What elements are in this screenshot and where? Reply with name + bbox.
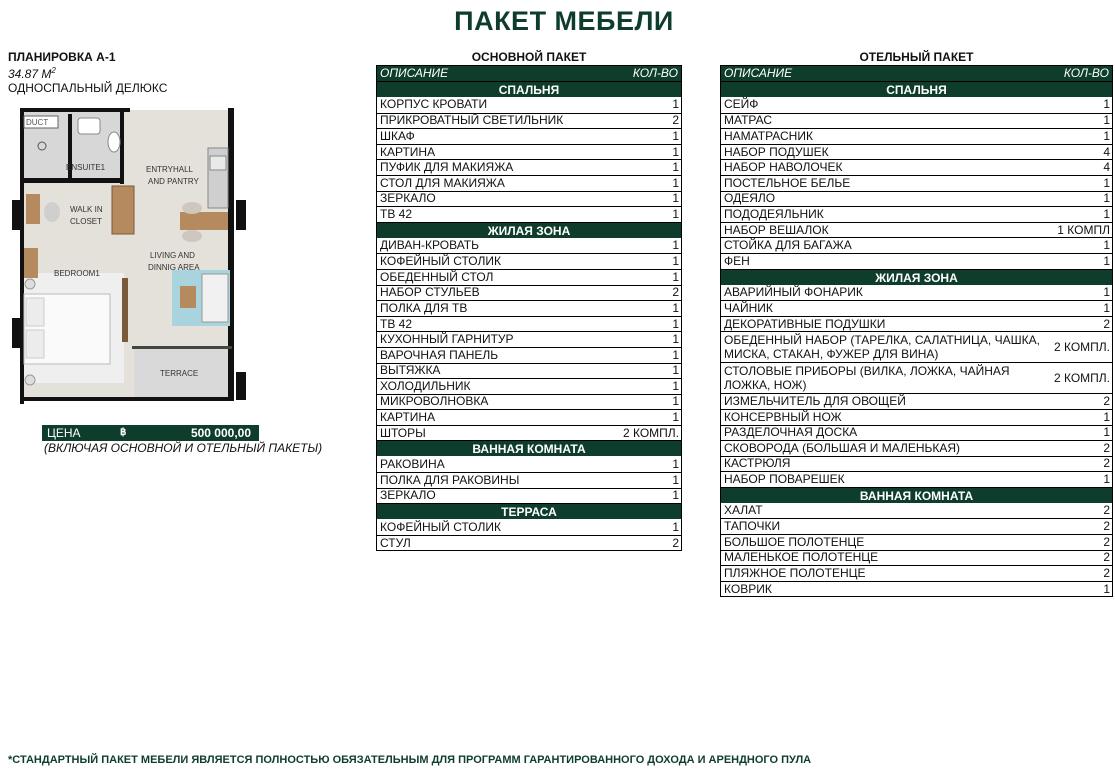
item-quantity: 2 bbox=[672, 535, 679, 550]
table-row bbox=[721, 362, 1112, 393]
table-row bbox=[721, 113, 1112, 129]
item-name: ВАРОЧНАЯ ПАНЕЛЬ bbox=[380, 347, 499, 362]
item-quantity: 1 bbox=[672, 206, 679, 221]
table-row bbox=[721, 534, 1112, 550]
table-row bbox=[377, 316, 681, 332]
item-name: КОНСЕРВНЫЙ НОЖ bbox=[724, 409, 842, 424]
item-quantity: 2 bbox=[1103, 394, 1110, 409]
item-name: ПУФИК ДЛЯ МАКИЯЖА bbox=[380, 160, 514, 175]
item-name: ТВ 42 bbox=[380, 206, 413, 221]
table-row bbox=[377, 363, 681, 379]
section-header: СПАЛЬНЯ bbox=[377, 81, 681, 97]
item-name: КАРТИНА bbox=[380, 410, 436, 425]
room-label-living-2: DINNIG AREA bbox=[148, 263, 200, 272]
item-quantity: 1 bbox=[1103, 113, 1110, 128]
hotel-package bbox=[720, 49, 1113, 597]
item-name: СТОЛОВЫЕ ПРИБОРЫ (ВИЛКА, ЛОЖКА, ЧАЙНАЯ ЛОЖКА, НОЖ) bbox=[724, 364, 1010, 393]
table-row bbox=[377, 409, 681, 425]
table-row bbox=[721, 159, 1112, 175]
room-label-living-1: LIVING AND bbox=[150, 251, 195, 260]
price-label: ЦЕНА bbox=[47, 426, 81, 440]
table-row bbox=[721, 518, 1112, 534]
item-quantity: 1 bbox=[672, 378, 679, 393]
item-name: СКОВОРОДА (БОЛЬШАЯ И МАЛЕНЬКАЯ) bbox=[724, 440, 961, 455]
item-quantity: 2 bbox=[1103, 566, 1110, 581]
item-quantity: 1 bbox=[672, 300, 679, 315]
table-row bbox=[377, 128, 681, 144]
room-label-bedroom: BEDROOM1 bbox=[54, 269, 100, 278]
item-name: ДИВАН-КРОВАТЬ bbox=[380, 238, 479, 253]
item-name: ДЕКОРАТИВНЫЕ ПОДУШКИ bbox=[724, 316, 886, 331]
table-row bbox=[721, 128, 1112, 144]
item-name: ЧАЙНИК bbox=[724, 300, 773, 315]
item-quantity: 1 bbox=[1103, 409, 1110, 424]
table-row bbox=[721, 425, 1112, 441]
item-name: НАБОР НАВОЛОЧЕК bbox=[724, 160, 843, 175]
hotel-table-header bbox=[721, 66, 1112, 81]
item-quantity: 1 bbox=[1103, 581, 1110, 596]
item-quantity: 1 bbox=[1103, 284, 1110, 299]
table-row bbox=[721, 503, 1112, 519]
hotel-package-caption: ОТЕЛЬНЫЙ ПАКЕТ bbox=[859, 50, 974, 64]
item-quantity: 1 bbox=[672, 332, 679, 347]
item-quantity: 1 bbox=[672, 472, 679, 487]
plan-area bbox=[8, 64, 167, 81]
table-row bbox=[721, 316, 1112, 332]
table-row bbox=[721, 550, 1112, 566]
item-name: НАМАТРАСНИК bbox=[724, 128, 813, 143]
table-row bbox=[721, 237, 1112, 253]
col-quantity: КОЛ-ВО bbox=[1063, 66, 1109, 80]
item-quantity: 1 bbox=[672, 456, 679, 471]
item-name: ТВ 42 bbox=[380, 316, 413, 331]
item-quantity: 1 bbox=[672, 316, 679, 331]
item-quantity: 2 bbox=[1103, 316, 1110, 331]
table-row bbox=[721, 331, 1112, 362]
item-quantity: 1 bbox=[1103, 425, 1110, 440]
item-quantity: 1 bbox=[1103, 191, 1110, 206]
item-quantity: 1 bbox=[672, 269, 679, 284]
table-row bbox=[721, 144, 1112, 160]
table-row bbox=[377, 425, 681, 441]
item-name: НАБОР СТУЛЬЕВ bbox=[380, 285, 480, 300]
item-quantity: 2 bbox=[1103, 550, 1110, 565]
table-row bbox=[377, 285, 681, 301]
item-name: КУХОННЫЙ ГАРНИТУР bbox=[380, 332, 514, 347]
item-quantity: 2 bbox=[1103, 456, 1110, 471]
table-row bbox=[377, 394, 681, 410]
item-name: ОБЕДЕННЫЙ НАБОР (ТАРЕЛКА, САЛАТНИЦА, ЧАШКА, МИСКА, СТАКАН, ФУЖЕР ДЛЯ ВИНА) bbox=[724, 333, 1040, 362]
item-name: ЗЕРКАЛО bbox=[380, 488, 436, 503]
item-name: РАКОВИНА bbox=[380, 456, 445, 471]
item-quantity: 1 bbox=[672, 238, 679, 253]
table-row bbox=[377, 378, 681, 394]
table-row bbox=[377, 97, 681, 113]
item-quantity: 1 bbox=[672, 175, 679, 190]
item-name: НАБОР ПОДУШЕК bbox=[724, 144, 829, 159]
item-quantity: 1 bbox=[672, 128, 679, 143]
table-row bbox=[377, 144, 681, 160]
item-name: КОВРИК bbox=[724, 581, 772, 596]
table-row bbox=[377, 347, 681, 363]
table-row bbox=[377, 300, 681, 316]
item-name: ПРИКРОВАТНЫЙ СВЕТИЛЬНИК bbox=[380, 113, 564, 128]
table-row bbox=[377, 159, 681, 175]
table-row bbox=[377, 175, 681, 191]
basic-package bbox=[376, 49, 682, 551]
col-description: ОПИСАНИЕ bbox=[724, 66, 793, 80]
item-name: ОДЕЯЛО bbox=[724, 191, 776, 206]
table-row bbox=[377, 519, 681, 535]
table-row bbox=[721, 300, 1112, 316]
item-quantity: 1 bbox=[672, 97, 679, 112]
page-title: ПАКЕТ МЕБЕЛИ bbox=[454, 6, 674, 36]
room-label-ensuite: ENSUITE1 bbox=[66, 163, 106, 172]
col-quantity: КОЛ-ВО bbox=[632, 66, 678, 80]
basic-package-caption: ОСНОВНОЙ ПАКЕТ bbox=[471, 50, 587, 64]
item-name: РАЗДЕЛОЧНАЯ ДОСКА bbox=[724, 425, 858, 440]
item-name: СЕЙФ bbox=[724, 97, 759, 112]
section-header: ТЕРРАСА bbox=[377, 503, 681, 519]
table-row bbox=[721, 253, 1112, 269]
table-row bbox=[721, 581, 1112, 597]
table-row bbox=[377, 206, 681, 222]
table-row bbox=[721, 440, 1112, 456]
item-name: ФЕН bbox=[724, 253, 750, 268]
item-quantity: 1 bbox=[672, 394, 679, 409]
item-name: ОБЕДЕННЫЙ СТОЛ bbox=[380, 269, 494, 284]
plan-name: ПЛАНИРОВКА А-1 bbox=[8, 50, 116, 64]
basic-table-header bbox=[377, 66, 681, 81]
col-description: ОПИСАНИЕ bbox=[380, 66, 449, 80]
section-header: ВАННАЯ КОМНАТА bbox=[377, 440, 681, 456]
item-name: СТОЛ ДЛЯ МАКИЯЖА bbox=[380, 175, 505, 190]
floorplan bbox=[12, 108, 246, 404]
table-row bbox=[377, 488, 681, 504]
item-name: ПОСТЕЛЬНОЕ БЕЛЬЕ bbox=[724, 175, 851, 190]
item-quantity: 2 bbox=[672, 285, 679, 300]
item-quantity: 1 bbox=[672, 488, 679, 503]
table-row bbox=[721, 565, 1112, 581]
item-name: ТАПОЧКИ bbox=[724, 519, 781, 534]
item-quantity: 4 bbox=[1103, 144, 1110, 159]
item-name: КОФЕЙНЫЙ СТОЛИК bbox=[380, 519, 501, 534]
item-name: ПОЛКА ДЛЯ РАКОВИНЫ bbox=[380, 472, 520, 487]
item-name: ШКАФ bbox=[380, 128, 415, 143]
item-quantity: 1 bbox=[672, 144, 679, 159]
item-quantity: 2 КОМПЛ. bbox=[1053, 340, 1110, 355]
table-row bbox=[721, 456, 1112, 472]
table-row bbox=[377, 113, 681, 129]
room-label-closet-1: WALK IN bbox=[70, 205, 103, 214]
table-row bbox=[721, 393, 1112, 409]
table-row bbox=[721, 409, 1112, 425]
item-name: БОЛЬШОЕ ПОЛОТЕНЦЕ bbox=[724, 534, 865, 549]
table-row bbox=[377, 238, 681, 254]
item-name: ЗЕРКАЛО bbox=[380, 191, 436, 206]
table-row bbox=[721, 97, 1112, 113]
item-quantity: 2 bbox=[1103, 503, 1110, 518]
room-label-entry-2: AND PANTRY bbox=[148, 177, 199, 186]
room-label-closet-2: CLOSET bbox=[70, 217, 103, 226]
footnote: *СТАНДАРТНЫЙ ПАКЕТ МЕБЕЛИ ЯВЛЯЕТСЯ ПОЛНОСТЬЮ ОБЯЗАТЕЛЬНЫМ ДЛЯ ПРОГРАММ ГАРАНТИРОВАННОГО ДОХОДА И АРЕНДНОГО ПУЛА bbox=[8, 754, 812, 766]
item-name: ПОДОДЕЯЛЬНИК bbox=[724, 206, 824, 221]
table-row bbox=[721, 206, 1112, 222]
section-header: СПАЛЬНЯ bbox=[721, 81, 1112, 97]
item-quantity: 1 bbox=[1103, 238, 1110, 253]
hotel-package-table bbox=[720, 65, 1113, 597]
item-name: НАБОР ВЕШАЛОК bbox=[724, 222, 829, 237]
item-name: ПЛЯЖНОЕ ПОЛОТЕНЦЕ bbox=[724, 566, 866, 581]
price-bar bbox=[42, 425, 259, 441]
item-quantity: 1 bbox=[1103, 300, 1110, 315]
item-name: ШТОРЫ bbox=[380, 425, 426, 440]
item-quantity: 2 bbox=[1103, 534, 1110, 549]
plan-area-value: 34.87 М bbox=[8, 67, 52, 81]
room-label-entry-1: ENTRYHALL bbox=[146, 165, 193, 174]
table-row bbox=[377, 456, 681, 472]
item-quantity: 2 bbox=[672, 113, 679, 128]
item-quantity: 4 bbox=[1103, 160, 1110, 175]
item-name: ПОЛКА ДЛЯ ТВ bbox=[380, 300, 468, 315]
item-quantity: 2 bbox=[1103, 440, 1110, 455]
table-row bbox=[377, 331, 681, 347]
item-quantity: 2 КОМПЛ. bbox=[622, 425, 679, 440]
item-name: ВЫТЯЖКА bbox=[380, 363, 441, 378]
plan-header bbox=[8, 50, 167, 95]
table-row bbox=[377, 535, 681, 551]
item-quantity: 2 КОМПЛ. bbox=[1053, 371, 1110, 386]
item-quantity: 1 bbox=[1103, 128, 1110, 143]
section-header: ВАННАЯ КОМНАТА bbox=[721, 487, 1112, 503]
item-quantity: 1 bbox=[1103, 206, 1110, 221]
item-name: АВАРИЙНЫЙ ФОНАРИК bbox=[724, 284, 863, 299]
section-header: ЖИЛАЯ ЗОНА bbox=[377, 222, 681, 238]
item-name: КАСТРЮЛЯ bbox=[724, 456, 791, 471]
basic-package-table bbox=[376, 65, 682, 551]
item-name: МИКРОВОЛНОВКА bbox=[380, 394, 489, 409]
price-value: 500 000,00 bbox=[190, 426, 251, 440]
item-name: ИЗМЕЛЬЧИТЕЛЬ ДЛЯ ОВОЩЕЙ bbox=[724, 394, 906, 409]
item-quantity: 1 КОМПЛ bbox=[1057, 222, 1110, 237]
baht-currency-icon: ฿ bbox=[120, 427, 127, 438]
item-name: МАТРАС bbox=[724, 113, 772, 128]
item-quantity: 1 bbox=[1103, 97, 1110, 112]
item-name: МАЛЕНЬКОЕ ПОЛОТЕНЦЕ bbox=[724, 550, 879, 565]
table-row bbox=[377, 472, 681, 488]
item-quantity: 1 bbox=[672, 519, 679, 534]
table-row bbox=[721, 191, 1112, 207]
item-name: КОРПУС КРОВАТИ bbox=[380, 97, 488, 112]
table-row bbox=[721, 222, 1112, 238]
item-name: КОФЕЙНЫЙ СТОЛИК bbox=[380, 254, 501, 269]
item-name: СТУЛ bbox=[380, 535, 411, 550]
item-name: КАРТИНА bbox=[380, 144, 436, 159]
item-quantity: 1 bbox=[672, 191, 679, 206]
room-label-terrace: TERRACE bbox=[160, 369, 199, 378]
table-row bbox=[377, 191, 681, 207]
item-quantity: 2 bbox=[1103, 519, 1110, 534]
item-quantity: 1 bbox=[672, 410, 679, 425]
item-name: СТОЙКА ДЛЯ БАГАЖА bbox=[724, 238, 852, 253]
section-header: ЖИЛАЯ ЗОНА bbox=[721, 269, 1112, 285]
table-row bbox=[377, 269, 681, 285]
table-row bbox=[721, 285, 1112, 301]
room-label-duct: DUCT bbox=[26, 118, 49, 127]
item-name: ХАЛАТ bbox=[724, 503, 763, 518]
item-quantity: 1 bbox=[1103, 253, 1110, 268]
item-quantity: 1 bbox=[672, 160, 679, 175]
item-quantity: 1 bbox=[1103, 472, 1110, 487]
item-quantity: 1 bbox=[672, 254, 679, 269]
item-quantity: 1 bbox=[672, 363, 679, 378]
item-name: ХОЛОДИЛЬНИК bbox=[380, 378, 471, 393]
plan-area-unit: 2 bbox=[51, 66, 56, 75]
item-quantity: 1 bbox=[1103, 175, 1110, 190]
item-quantity: 1 bbox=[672, 347, 679, 362]
price-note: (ВКЛЮЧАЯ ОСНОВНОЙ И ОТЕЛЬНЫЙ ПАКЕТЫ) bbox=[44, 441, 323, 455]
plan-type: ОДНОСПАЛЬНЫЙ ДЕЛЮКС bbox=[8, 81, 168, 95]
table-row bbox=[377, 253, 681, 269]
table-row bbox=[721, 471, 1112, 487]
table-row bbox=[721, 175, 1112, 191]
item-name: НАБОР ПОВАРЕШЕК bbox=[724, 472, 845, 487]
